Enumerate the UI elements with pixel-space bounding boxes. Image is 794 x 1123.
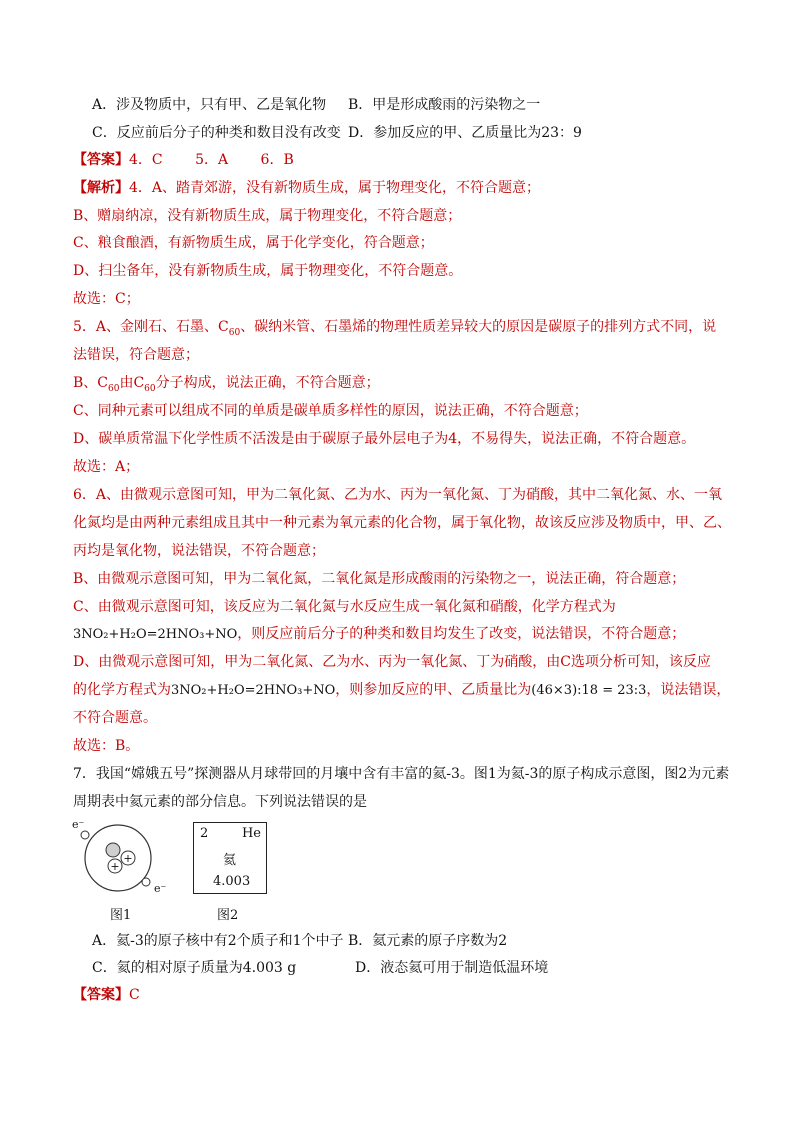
analysis-8c: 分子构成，说法正确，不符合题意； bbox=[155, 375, 380, 391]
option-a: A．涉及物质中，只有甲、乙是氧化物 bbox=[92, 97, 327, 113]
answer-line-2 bbox=[73, 985, 140, 1005]
electron bbox=[81, 831, 89, 839]
analysis-line-1 bbox=[73, 178, 540, 198]
equation: 3NO₂+H₂O=2HNO₃+NO bbox=[73, 627, 238, 642]
electron-orbit bbox=[85, 825, 151, 891]
proton-sign: + bbox=[123, 852, 133, 865]
electron bbox=[142, 878, 150, 886]
analysis-line-21: 故选：B。 bbox=[73, 738, 140, 754]
atom-diagram bbox=[70, 816, 170, 898]
analysis-line-13: 化氮均是由两种元素组成且其中一种元素为氧元素的化合物，属于氧化物，故该反应涉及物质中，甲、乙、 bbox=[73, 515, 731, 531]
analysis-line-17 bbox=[73, 624, 685, 645]
c60-subscript: 60 bbox=[228, 327, 241, 338]
q7-stem-1: 7．我国“嫦娥五号”探测器从月球带回的月壤中含有丰富的氦-3。图1为氦-3的原子构成示意图，图2为元素 bbox=[73, 766, 730, 782]
analysis-line-7: 法错误，符合题意； bbox=[73, 347, 199, 363]
analysis-line-19 bbox=[73, 680, 730, 701]
answer-tag: 【答案】 bbox=[73, 987, 129, 1003]
analysis-line-2: B、赠扇纳凉，没有新物质生成，属于物理变化，不符合题意； bbox=[73, 208, 462, 224]
analysis-line-10: D、碳单质常温下化学性质不活泼是由于碳原子最外层电子为4，不易得失，说法正确，不符合题意。 bbox=[73, 431, 696, 447]
q7-option-d: D．液态氦可用于制造低温环境 bbox=[355, 960, 549, 976]
element-symbol: He bbox=[241, 826, 261, 841]
proton-sign: + bbox=[110, 860, 120, 873]
q7-option-a: A．氦-3的原子核中有2个质子和1个中子 bbox=[92, 933, 344, 949]
analysis-line-18: D、由微观示意图可知，甲为二氧化氮、乙为水、丙为一氧化氮、丁为硝酸，由C选项分析可知，该反应 bbox=[73, 654, 711, 670]
mass-ratio: (46×3):18 = 23:3 bbox=[531, 683, 647, 698]
equation: 3NO₂+H₂O=2HNO₃+NO bbox=[171, 683, 336, 698]
q7-option-c: C．氦的相对原子质量为4.003 g bbox=[92, 960, 297, 976]
option-d: D．参加反应的甲、乙质量比为23：9 bbox=[348, 125, 582, 141]
c60-subscript: 60 bbox=[144, 383, 156, 394]
analysis-line-3: C、粮食酿酒，有新物质生成，属于化学变化，符合题意； bbox=[73, 235, 434, 251]
analysis-19a: 的化学方程式为 bbox=[73, 682, 171, 698]
analysis-6a: 5．A、金刚石、石墨、C bbox=[73, 319, 229, 335]
analysis-line-14: 丙均是氧化物，说法错误，不符合题意； bbox=[73, 543, 325, 559]
analysis-line-4: D、扫尘备年，没有新物质生成，属于物理变化，不符合题意。 bbox=[73, 263, 463, 279]
element-name: 氦 bbox=[223, 853, 237, 868]
analysis-19b: ，则参加反应的甲、乙质量比为 bbox=[335, 682, 532, 698]
analysis-line-20: 不符合题意。 bbox=[73, 710, 157, 726]
option-b: B．甲是形成酸雨的污染物之一 bbox=[348, 97, 541, 113]
answer-tag: 【答案】 bbox=[73, 152, 129, 168]
analysis-6b: 、碳纳米管、石墨烯的物理性质差异较大的原因是碳原子的排列方式不同，说 bbox=[240, 319, 717, 335]
periodic-cell bbox=[193, 822, 267, 894]
analysis-line-16: C、由微观示意图可知，该反应为二氧化氮与水反应生成一氧化氮和硝酸，化学方程式为 bbox=[73, 599, 616, 615]
analysis-tag: 【解析】 bbox=[73, 180, 129, 196]
q7-stem-2: 周期表中氦元素的部分信息。下列说法错误的是 bbox=[73, 794, 367, 810]
answer-text: 4．C 5．A 6．B bbox=[129, 152, 294, 168]
analysis-line-9: C、同种元素可以组成不同的单质是碳单质多样性的原因，说法正确，不符合题意； bbox=[73, 403, 588, 419]
option-c: C．反应前后分子的种类和数目没有改变 bbox=[92, 125, 341, 141]
analysis-line-8 bbox=[73, 373, 380, 399]
figure-1-label: 图1 bbox=[110, 908, 132, 923]
analysis-8b: 由C bbox=[119, 375, 145, 391]
c60-subscript: 60 bbox=[108, 383, 120, 394]
analysis-text-1: 4．A、踏青郊游，没有新物质生成，属于物理变化，不符合题意； bbox=[129, 180, 541, 196]
analysis-line-5: 故选：C； bbox=[73, 291, 140, 307]
analysis-19c: ，说法错误， bbox=[646, 682, 731, 698]
answer-line-1 bbox=[73, 150, 294, 170]
analysis-17b: ，则反应前后分子的种类和数目均发生了改变，说法错误，不符合题意； bbox=[237, 626, 686, 642]
atomic-number: 2 bbox=[200, 826, 209, 841]
analysis-line-15: B、由微观示意图可知，甲为二氧化氮，二氧化氮是形成酸雨的污染物之一，说法正确，符合题意； bbox=[73, 571, 686, 587]
analysis-line-6 bbox=[73, 317, 716, 343]
analysis-line-11: 故选：A； bbox=[73, 459, 140, 475]
answer-text: C bbox=[129, 987, 140, 1003]
electron-label: e⁻ bbox=[72, 818, 85, 831]
electron-label: e⁻ bbox=[154, 882, 167, 895]
q7-option-b: B．氦元素的原子序数为2 bbox=[348, 933, 508, 949]
neutron bbox=[106, 843, 120, 857]
atomic-mass: 4.003 bbox=[213, 874, 251, 889]
analysis-8a: B、C bbox=[73, 375, 108, 391]
figure-2-label: 图2 bbox=[217, 908, 239, 923]
analysis-line-12: 6．A、由微观示意图可知，甲为二氧化氮、乙为水、丙为一氧化氮、丁为硝酸，其中二氧化氮、水、一氧 bbox=[73, 487, 723, 503]
